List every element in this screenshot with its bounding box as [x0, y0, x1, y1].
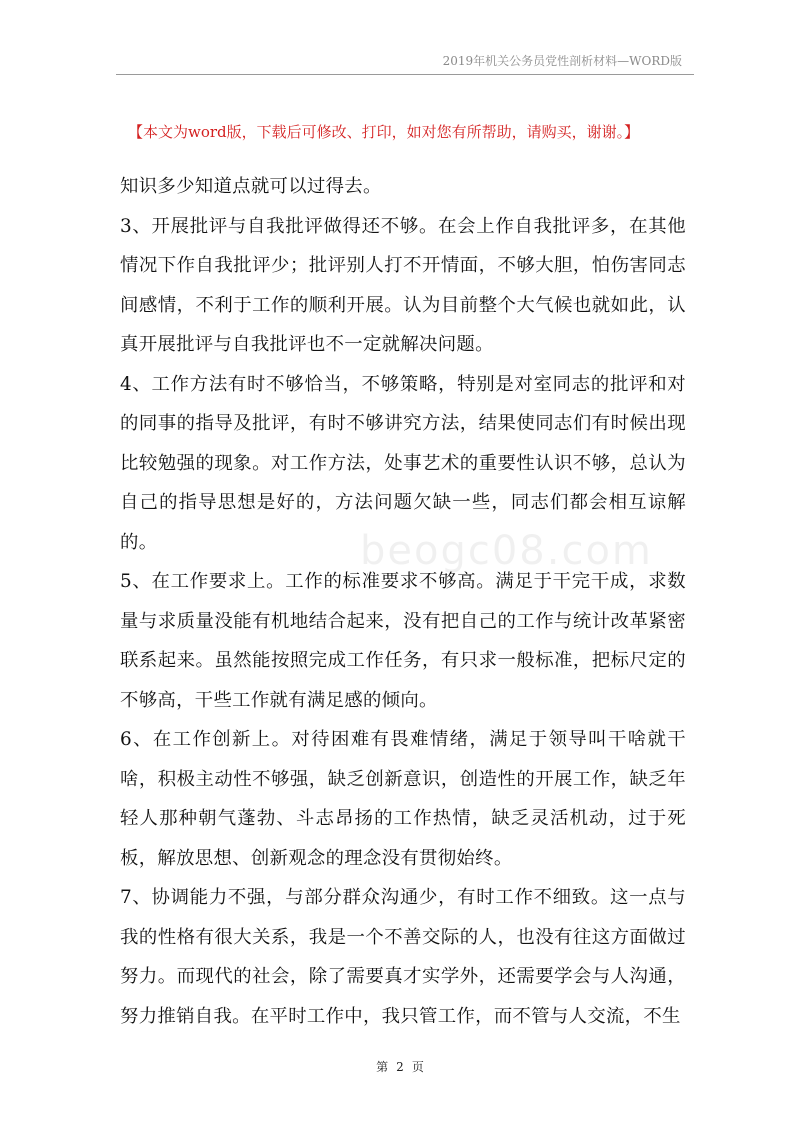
page-number-suffix: 页 [411, 1060, 424, 1074]
watermark: beogc08.com [360, 528, 653, 574]
paragraph-item-6: 6、在工作创新上。对待困难有畏难情绪，满足于领导叫干啥就干啥，积极主动性不够强，缺乏创新意识，创造性的开展工作，缺乏年轻人那种朝气蓬勃、斗志昂扬的工作热情，缺乏灵活机动，过于死板，解放思想、创新观念的理念没有贯彻始终。 [120, 729, 686, 869]
purchase-notice: 【本文为word版，下载后可修改、打印，如对您有所帮助，请购买，谢谢。】 [128, 123, 640, 141]
paragraph-item-4: 4、工作方法有时不够恰当，不够策略，特别是对室同志的批评和对的同事的指导及批评，有时不够讲究方法，结果使同志们有时候出现比较勉强的现象。对工作方法，处事艺术的重要性认识不够，总认为自己的指导思想是好的，方法问题欠缺一些，同志们都会相互谅解的。 [120, 373, 686, 553]
header-divider [116, 74, 694, 75]
page-number: 2 [396, 1060, 404, 1074]
paragraph-continuation: 知识多少知道点就可以过得去。 [120, 176, 382, 197]
document-body [120, 167, 686, 1036]
paragraph-item-3: 3、开展批评与自我批评做得还不够。在会上作自我批评多，在其他情况下作自我批评少；批评别人打不开情面，不够大胆，怕伤害同志间感情，不利于工作的顺利开展。认为目前整个大气候也就如此，认真开展批评与自我批评也不一定就解决问题。 [120, 215, 686, 355]
page-number-prefix: 第 [376, 1060, 389, 1074]
page-footer [0, 1058, 800, 1075]
header-title: 2019年机关公务员党性剖析材料—WORD版 [442, 54, 682, 68]
page-header [0, 50, 800, 74]
paragraph-item-5: 5、在工作要求上。工作的标准要求不够高。满足于干完干成，求数量与求质量没能有机地结合起来，没有把自己的工作与统计改革紧密联系起来。虽然能按照完成工作任务，有只求一般标准，把标尺定的不够高，干些工作就有满足感的倾向。 [120, 571, 686, 711]
paragraph-item-7: 7、协调能力不强，与部分群众沟通少，有时工作不细致。这一点与我的性格有很大关系，我是一个不善交际的人，也没有往这方面做过努力。而现代的社会，除了需要真才实学外，还需要学会与人沟通，努力推销自我。在平时工作中，我只管工作，而不管与人交流，不生 [120, 887, 686, 1027]
